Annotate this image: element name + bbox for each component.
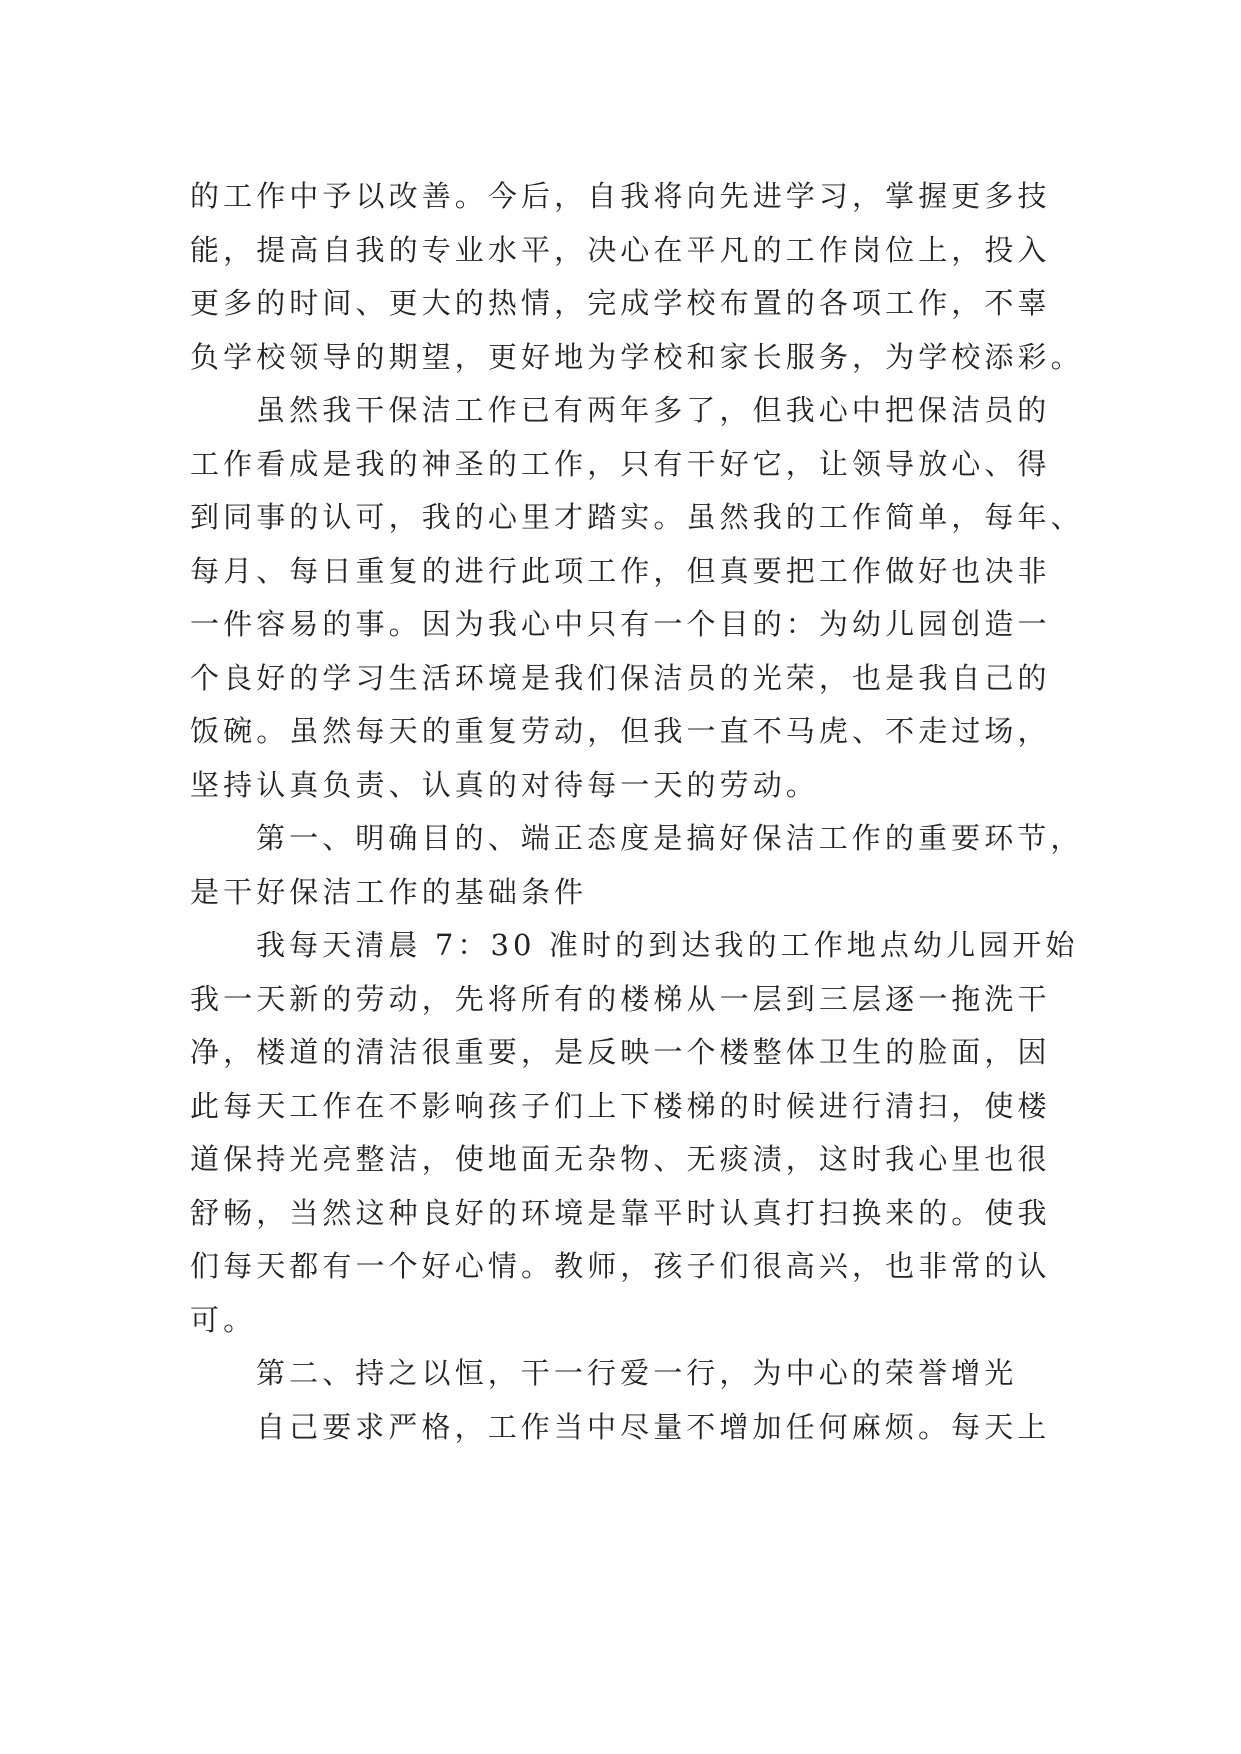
text-line: 此每天工作在不影响孩子们上下楼梯的时候进行清扫，使楼 xyxy=(190,1088,1051,1123)
section-heading-line: 第二、持之以恒，干一行爱一行，为中心的荣誉增光 xyxy=(256,1356,1018,1390)
text-line: 的工作中予以改善。今后，自我将向先进学习，掌握更多技 xyxy=(190,179,1051,213)
text-line: 到同事的认可，我的心里才踏实。虽然我的工作简单，每年、 xyxy=(190,500,1084,534)
text-line: 饭碗。虽然每天的重复劳动，但我一直不马虎、不走过场， xyxy=(190,714,1051,748)
text-line: 舒畅，当然这种良好的环境是靠平时认真打扫换来的。使我 xyxy=(190,1195,1051,1230)
text-line: 更多的时间、更大的热情，完成学校布置的各项工作，不辜 xyxy=(190,286,1051,320)
text-line: 每月、每日重复的进行此项工作，但真要把工作做好也决非 xyxy=(190,553,1051,588)
body-text xyxy=(190,170,1084,1454)
text-line: 们每天都有一个好心情。教师，孩子们很高兴，也非常的认 xyxy=(190,1249,1051,1283)
paragraph-start-line: 我每天清晨 7：30 准时的到达我的工作地点幼儿园开始 xyxy=(256,928,1079,962)
paragraph-start-line: 自己要求严格，工作当中尽量不增加任何麻烦。每天上 xyxy=(256,1409,1051,1444)
text-line: 净，楼道的清洁很重要，是反映一个楼整体卫生的脸面，因 xyxy=(190,1035,1051,1069)
paragraph-start-line: 虽然我干保洁工作已有两年多了，但我心中把保洁员的 xyxy=(256,393,1051,427)
text-line: 工作看成是我的神圣的工作，只有干好它，让领导放心、得 xyxy=(190,446,1051,481)
text-line: 能，提高自我的专业水平，决心在平凡的工作岗位上，投入 xyxy=(190,232,1051,267)
text-line: 道保持光亮整洁，使地面无杂物、无痰渍，这时我心里也很 xyxy=(190,1142,1051,1176)
text-line: 个良好的学习生活环境是我们保洁员的光荣，也是我自己的 xyxy=(190,660,1051,695)
text-line: 可。 xyxy=(190,1302,257,1337)
text-line: 我一天新的劳动，先将所有的楼梯从一层到三层逐一拖洗干 xyxy=(190,981,1051,1016)
section-heading-line: 第一、明确目的、端正态度是搞好保洁工作的重要环节， xyxy=(256,821,1084,855)
section-heading-line: 是干好保洁工作的基础条件 xyxy=(190,874,588,909)
text-line: 一件容易的事。因为我心中只有一个目的：为幼儿园创造一 xyxy=(190,607,1051,641)
text-line: 坚持认真负责、认真的对待每一天的劳动。 xyxy=(190,767,819,802)
text-line: 负学校领导的期望，更好地为学校和家长服务，为学校添彩。 xyxy=(190,339,1084,374)
